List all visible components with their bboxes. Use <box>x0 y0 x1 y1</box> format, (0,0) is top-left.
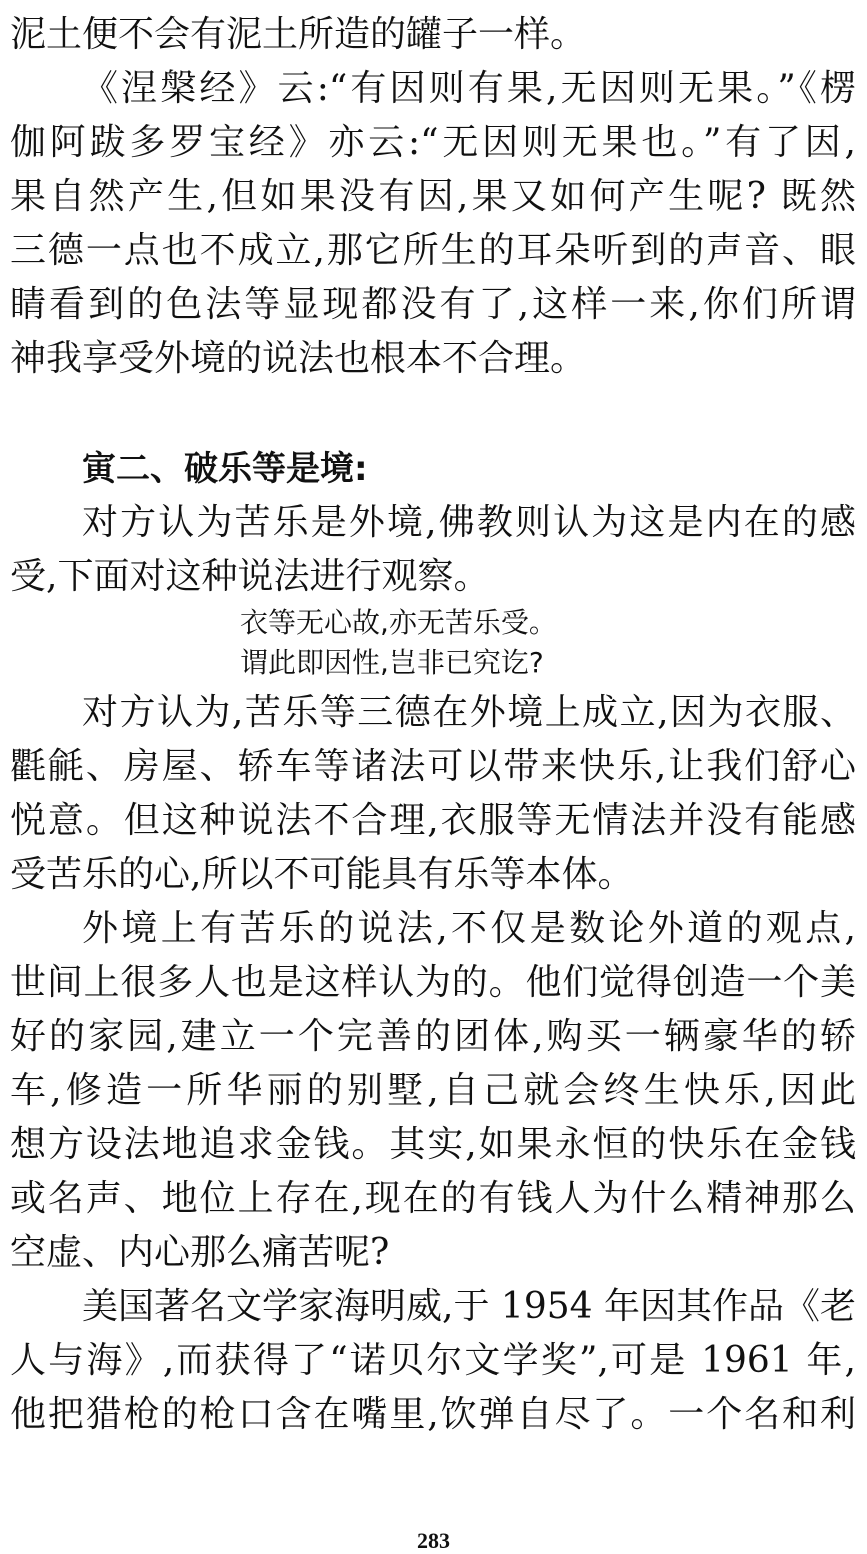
paragraph-line: 或名声、地位上存在,现在的有钱人为什么精神那么 <box>10 1178 856 1219</box>
paragraph-line: 空虚、内心那么痛苦呢? <box>10 1232 390 1273</box>
paragraph-line: 想方设法地追求金钱。其实,如果永恒的快乐在金钱 <box>10 1124 856 1165</box>
paragraph-line: 外境上有苦乐的说法,不仅是数论外道的观点, <box>82 908 856 949</box>
section-heading: 寅二、破乐等是境: <box>82 449 368 489</box>
paragraph-line: 果自然产生,但如果没有因,果又如何产生呢? 既然 <box>10 176 856 217</box>
verse-line: 衣等无心故,亦无苦乐受。 <box>240 606 557 639</box>
paragraph-line: 氍毹、房屋、轿车等诸法可以带来快乐,让我们舒心 <box>10 746 856 787</box>
paragraph-line: 人与海》,而获得了“诺贝尔文学奖”,可是 1961 年, <box>10 1340 856 1381</box>
verse-line: 谓此即因性,岂非已究讫? <box>240 646 544 679</box>
paragraph-line: 受苦乐的心,所以不可能具有乐等本体。 <box>10 854 634 895</box>
paragraph-line: 世间上很多人也是这样认为的。他们觉得创造一个美 <box>10 962 856 1003</box>
paragraph-line: 三德一点也不成立,那它所生的耳朵听到的声音、眼 <box>10 230 856 271</box>
paragraph-line: 泥土便不会有泥土所造的罐子一样。 <box>10 14 587 55</box>
paragraph-line: 好的家园,建立一个完善的团体,购买一辆豪华的轿 <box>10 1016 856 1057</box>
paragraph-line: 车,修造一所华丽的别墅,自己就会终生快乐,因此 <box>10 1070 856 1111</box>
paragraph-line: 受,下面对这种说法进行观察。 <box>10 556 490 597</box>
paragraph-line: 对方认为,苦乐等三德在外境上成立,因为衣服、 <box>82 692 856 733</box>
paragraph-line: 美国著名文学家海明威,于 1954 年因其作品《老 <box>82 1286 856 1327</box>
paragraph-line: 悦意。但这种说法不合理,衣服等无情法并没有能感 <box>10 800 856 841</box>
paragraph-line: 对方认为苦乐是外境,佛教则认为这是内在的感 <box>82 502 856 543</box>
paragraph-line: 他把猎枪的枪口含在嘴里,饮弹自尽了。一个名和利 <box>10 1394 856 1435</box>
page-number: 283 <box>417 1528 450 1553</box>
paragraph-line: 《涅槃经》云:“有因则有果,无因则无果。”《楞 <box>82 68 856 109</box>
paragraph-line: 睛看到的色法等显现都没有了,这样一来,你们所谓 <box>10 284 856 325</box>
paragraph-line: 神我享受外境的说法也根本不合理。 <box>10 338 587 379</box>
paragraph-line: 伽阿跋多罗宝经》亦云:“无因则无果也。”有了因, <box>10 122 856 163</box>
